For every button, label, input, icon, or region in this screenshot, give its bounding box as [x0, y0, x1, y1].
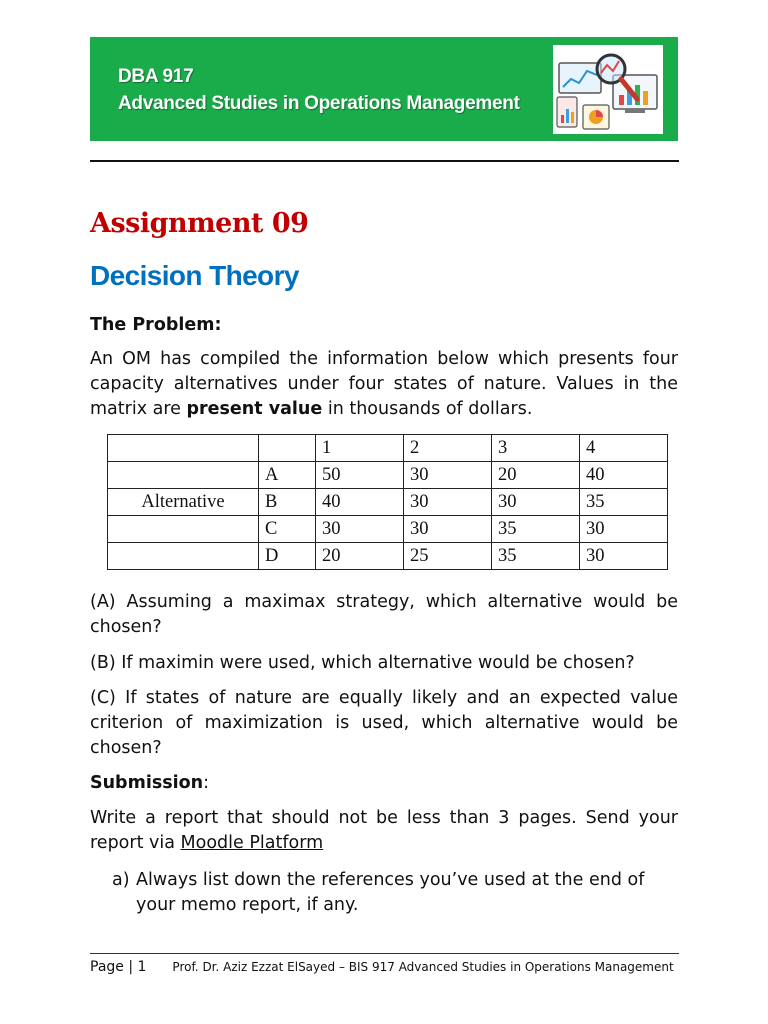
- submission-heading: [90, 771, 678, 796]
- page-number: Page | 1: [90, 959, 147, 975]
- table-cell: 20: [492, 462, 580, 489]
- alternative-label: A: [259, 462, 316, 489]
- list-item-text: Always list down the references you’ve used at the end of your memo report, if any.: [136, 870, 645, 915]
- alternative-label: C: [259, 516, 316, 543]
- table-row: [108, 462, 668, 489]
- list-item: [112, 868, 678, 918]
- table-cell: 30: [580, 516, 668, 543]
- page-footer: [90, 959, 674, 975]
- table-cell: 40: [316, 489, 404, 516]
- assignment-title: Assignment 09: [90, 208, 309, 239]
- analytics-illustration: [553, 45, 663, 134]
- table-cell: [108, 516, 259, 543]
- state-header: 3: [492, 435, 580, 462]
- problem-heading: The Problem:: [90, 315, 222, 335]
- header-banner: [90, 37, 678, 141]
- course-title: Advanced Studies in Operations Management: [118, 93, 520, 114]
- submission-heading-text: Submission: [90, 773, 204, 793]
- problem-intro-text: An OM has compiled the information below which presents four capacity alternatives under four states of nature. Values in the matrix are: [90, 349, 678, 419]
- table-cell: 30: [580, 543, 668, 570]
- banner-text: [118, 63, 520, 117]
- table-row: [108, 489, 668, 516]
- question-b: (B) If maximin were used, which alternative would be chosen?: [90, 653, 635, 673]
- table-cell: 30: [404, 489, 492, 516]
- table-cell: [108, 462, 259, 489]
- table-cell: 30: [492, 489, 580, 516]
- table-cell: 40: [580, 462, 668, 489]
- topic-title: Decision Theory: [90, 260, 299, 291]
- table-cell: 30: [316, 516, 404, 543]
- footer-divider: [90, 953, 679, 954]
- question-a: (A) Assuming a maximax strategy, which alternative would be chosen?: [90, 592, 678, 637]
- list-item-label: a): [112, 870, 130, 890]
- table-cell: 20: [316, 543, 404, 570]
- course-code: DBA 917: [118, 66, 194, 87]
- table-row: [108, 516, 668, 543]
- payoff-matrix: [107, 434, 668, 570]
- question-c: (C) If states of nature are equally likely and an expected value criterion of maximization is used, which alternative would be chosen?: [90, 688, 678, 758]
- table-cell: 35: [492, 543, 580, 570]
- problem-intro: [90, 347, 678, 422]
- row-group-label: Alternative: [108, 489, 259, 516]
- table-cell: 25: [404, 543, 492, 570]
- submission-text: [90, 806, 678, 856]
- submission-colon: :: [203, 773, 210, 793]
- submission-body: Write a report that should not be less than 3 pages. Send your report via: [90, 808, 678, 853]
- table-cell: 50: [316, 462, 404, 489]
- table-cell: 30: [404, 462, 492, 489]
- problem-intro-bold: present value: [186, 399, 323, 419]
- table-cell: [108, 435, 259, 462]
- alternative-label: D: [259, 543, 316, 570]
- state-header: 2: [404, 435, 492, 462]
- moodle-platform-link[interactable]: Moodle Platform: [180, 833, 324, 853]
- state-header: 4: [580, 435, 668, 462]
- table-cell: [108, 543, 259, 570]
- alternative-label: B: [259, 489, 316, 516]
- table-cell: [259, 435, 316, 462]
- table-row: [108, 543, 668, 570]
- problem-intro-end: in thousands of dollars.: [322, 399, 533, 419]
- table-cell: 35: [580, 489, 668, 516]
- table-row: [108, 435, 668, 462]
- header-divider: [90, 160, 679, 162]
- footer-author: Prof. Dr. Aziz Ezzat ElSayed – BIS 917 Advanced Studies in Operations Management: [172, 960, 674, 974]
- table-cell: 30: [404, 516, 492, 543]
- table-cell: 35: [492, 516, 580, 543]
- state-header: 1: [316, 435, 404, 462]
